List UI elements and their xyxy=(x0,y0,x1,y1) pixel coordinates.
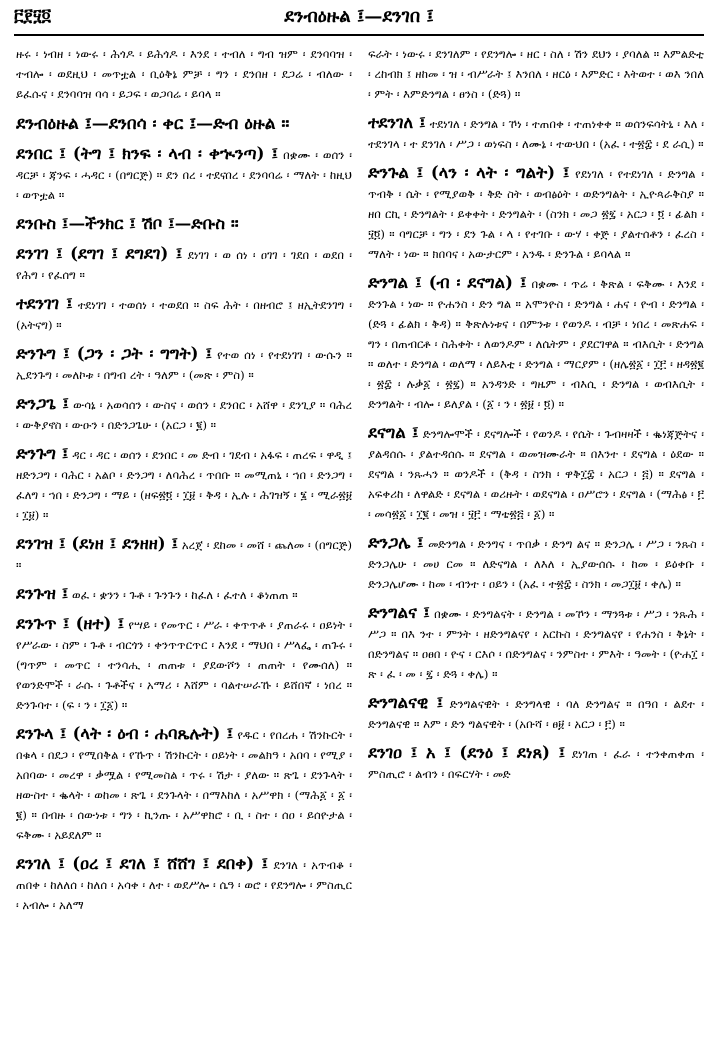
dictionary-entry xyxy=(16,584,352,605)
entry-definition: ድንግሎሞች ፡ ደናግሎች ፡ የወንዶ ፡ የሴት ፡ ጉብዛዛች ፡ ቈነጃጅትና ፡ ያልዳሰሱ ፡ ያልተዳሰሱ ። ደናግል ፡ ወመዝሙራት ። በእንተ ፡ ደናግል ፡ ዕደው ። ደናግል ፡ ንጹሓን ። ወንዶች ፡ (ቅዳ ፡ ስንክ ፡ ዋቅ፲፰ ፡ አርጋ ፡ ፭) ። ደናግል ፡ አፍቀሪከ ፡ ለዋልድ ፡ ደናግል ፡ ወሪዙት ፡ ወደናግል ፡ ዐሥሮን ፡ ደናግል ፡ (ማሕፅ ፡ ፫ ፡ መሳ፳፩ ፡ ፲፪ ፡ መዝ ፡ ፶፫ ፡ ማቴ፳፭ ፡ ፩) ። xyxy=(368,427,704,521)
entry-definition: ደንገለ ፡ አጥብቆ ፡ ጠበቀ ፡ ከለለሰ ፡ ከለሰ ፡ አሳቀ ፡ ለተ ፡ ወደሥሎ ፡ ሴዓ ፡ ወሮ ፡ የደንግሎ ፡ ምስጢር ፡ አብሎ ፡ አለማ xyxy=(16,858,352,912)
entry-headword: ድንጋጌ ፤ xyxy=(16,394,69,413)
dictionary-entry xyxy=(16,724,352,845)
entry-headword: ድንጉግ ፤ (ጋን ፡ ጋት ፡ ግግት) ፤ xyxy=(16,344,213,363)
left-column xyxy=(16,44,352,1050)
header-rule xyxy=(14,34,704,36)
section-heading: ደንብዕዙል ፤—ደንበሳ ፡ ቀር ፤—ድብ ዕዙል ። xyxy=(16,114,290,134)
dictionary-entry xyxy=(368,603,704,684)
entry-definition: የደነገለ ፡ የተደነገለ ፡ ድንግል ፡ ጥብቅ ፡ ሴት ፡ የሚያወቅ ፡ ቅድ ስት ፡ ወብፅዕት ፡ ወድንግልት ፡ ኢዮጳራቅስያ ። ዘበ ርኪ ፡ ድንግልት ፡ ይቀቀት ፡ ድንግልት ፡ (ስንክ ፡ መጋ ፳፯ ፡ አርጋ ፡ ፬ ፡ ፊልክ ፡ ፶፬) ። ባግርቻ ፡ ግን ፡ ደን ጉል ፡ ላ ፡ የተገቡ ፡ ውሃ ፡ ቀጅ ፡ ያልተሰቶን ፡ ፈረስ ፡ ማለት ፡ ነው ። ክበባና ፡ አውታርም ፡ አንዱ ፡ ድንጉል ፡ ይባላል ። xyxy=(368,167,704,261)
entry-headword: ድንግልናዊ ፤ xyxy=(368,693,444,712)
dictionary-entry xyxy=(16,854,352,915)
intro-paragraph: ፍራት ፡ ነውሩ ፡ ደንገለም ፡ የደንግሎ ፡ ዘር ፡ ስለ ፡ ሽን ደህን ፡ ያባለል ። እምልድቲ ፡ ረከብክ ፤ ዘከመ ፡ ዝ ፡ ብሥራት ፤ እንበለ ፡ ዘርዕ ፡ እምድር ፡ እትወተ ፡ ወእ ንበለ ፡ ምት ፡ እምድንግል ፡ ፀንስ ፡ (ድጓ) ። xyxy=(368,47,704,101)
entry-definition: ተደነገገ ፡ ተወሰነ ፡ ተወደበ ። ስፍ ሕት ፡ በዘብሮ ፤ ዘኢትደንገግ ፡ (አትናግ) ። xyxy=(16,298,352,332)
page-number: ፫፻፶፬ xyxy=(14,6,51,26)
dictionary-entry xyxy=(16,394,352,435)
dictionary-entry xyxy=(368,743,704,784)
entry-headword: ድንጋሌ ፤ xyxy=(368,533,424,552)
entry-headword: ደንጉጥ ፤ (ዘተ) ፤ xyxy=(16,614,125,633)
entry-definition: በቋሙ ፡ ወሰን ፡ ዳርቻ ፡ ጃንፍ ፡ ሓዳር ፡ (በግርጅ) ። ደን በረ ፡ ተደናበረ ፡ ደንባባሬ ፡ ማለት ፡ ከዚህ ፡ ወጥቷል ። xyxy=(16,148,352,202)
entry-definition: ዳር ፡ ዳር ፡ ወሰን ፡ ደንበር ፡ መ ድብ ፡ ገደብ ፡ አፋፍ ፡ ጠረፍ ፡ ዋዲ ፤ ዘድንጋግ ፡ ባሕር ፡ አልቦ ፡ ድንጋግ ፡ ለባሕረ ፡ ጥበቡ ። መሚጠኒ ፡ ኀበ ፡ ድንጋግ ፡ ፈለግ ፡ ኀበ ፡ ድንጋግ ፡ ማይ ፡ (ዘፍ፳፬ ፡ ፲፱ ፡ ቅዳ ፡ ኢሉ ፡ ሕገዝኝ ፡ ፮ ፡ ሚራ፳፱ ፡ ፲፱) ። xyxy=(16,448,352,522)
dictionary-entry xyxy=(368,693,704,734)
dictionary-entry xyxy=(368,533,704,594)
entry-headword: ደንጉላ ፤ (ላት ፡ ዕብ ፡ ሐባጼሉት) ፤ xyxy=(16,724,234,743)
right-column xyxy=(368,44,704,1050)
dictionary-entry xyxy=(368,113,704,154)
entry-definition: የዱር ፡ የበረሐ ፡ ሽንኩርት ፡ በቁላ ፡ በደጋ ፡ የሚበቅል ፡ የኹጥ ፡ ሽንኩርት ፡ ዐይነት ፡ መልክዓ ፡ አበባ ፡ የሚያ ፡ አበባው ፡ መረዋ ፡ ቃሟል ፡ የሚመስል ፡ ጥሩ ፡ ሽታ ፡ ያለው ። ጽጌ ፡ ደንጉላት ፡ ዘውስተ ፡ ቈላት ፡ ወከመ ፡ ጽጌ ፡ ደንጉላት ፡ በማእከለ ፡ አሥዋክ ፡ (ማሕ፩ ፡ ፩ ፡ ፪) ። በብዙ ፡ ሰውነቱ ፡ ግን ፡ ኪንጡ ፡ አሥዋክሮ ፡ ቢ ፡ ስተ ፡ ሰዐ ፡ ይሰዮታል ፡ ፍቅሙ ፡ አይደለም ። xyxy=(16,728,352,842)
entry-headword: ደንጉዝ ፤ xyxy=(16,584,69,603)
dictionary-entry xyxy=(16,214,352,235)
intro-paragraph: ዙሩ ፡ ነብዘ ፡ ነውሩ ፡ ሕጎዶ ፡ ይሕጎዶ ፡ እንደ ፡ ተብለ ፡ ግብ ዝም ፡ ደንባባዝ ፡ ተብሎ ፡ ወደዚህ ፡ መጥቷል ፡ ቢዕቅኔ ምቻ ፡ ግን ፡ ደንበዘ ፡ ደጋሬ ፡ ብለው ፡ ይፈሱና ፡ ደንባባዝ ባሳ ፡ ይጋፍ ፡ ወጋባሬ ፡ ይባላ ። xyxy=(16,47,352,101)
entry-headword: ደንገዝ ፤ (ደነዘ ፤ ደንዘዘ) ፤ xyxy=(16,534,179,553)
entry-definition: የተወ ሰነ ፡ የተደነገገ ፡ ውሱን ። ኢደንጉግ ፡ መለኮቱ ፡ በግብ ረት ፡ ዓለም ፡ (መጽ ፡ ምስ) ። xyxy=(16,348,352,382)
dictionary-entry xyxy=(368,163,704,264)
dictionary-entry xyxy=(368,273,704,414)
dictionary-entry xyxy=(16,534,352,575)
entry-definition: ድንግልናዊት ፡ ድንግላዊ ፡ ባለ ድንግልና ። በዓበ ፡ ልደተ ፡ ድንግልናዊ ። እም ፡ ድን ግልናዊት ፡ (አቡሻ ፡ ፀ፱ ፡ አርጋ ፡ ፫) ። xyxy=(368,697,704,731)
dictionary-entry xyxy=(16,614,352,715)
entry-headword: ተደንገለ ፤ xyxy=(368,113,426,132)
dictionary-entry xyxy=(16,144,352,205)
entry-definition: ደነገገ ፡ ወ ሰነ ፡ ዐገገ ፡ ገደበ ፡ ወደበ ፡ የሕግ ፡ የፈሰግ ። xyxy=(16,248,352,282)
entry-headword: ደንገገ ፤ (ደግገ ፤ ደግደገ) ፤ xyxy=(16,244,183,263)
dictionary-entry xyxy=(16,444,352,525)
entry-definition: የሣይ ፡ የመጥር ፡ ሥራ ፡ ቀጥጥቶ ፡ ያጠራሩ ፡ ዐይነት ፡ የሥራው ፡ ስም ፡ ጉቶ ፡ ብርጎን ፡ ቀንጥጥርጥር ፡ እንደ ፡ ማህበ ፡ ሥላፌ ፡ ጠጉሩ ፡ (ግጥም ፡ መጥር ፡ ተንሳሒ ፡ ጠጠቱ ፡ ያደውሾን ፡ ጠጠት ፡ የሙሰለ) ። የወንድሞች ፡ ራሱ ፡ ጉቶችና ፡ አማሪ ፡ እሸም ፡ ባልተሠራኹ ፡ ይሸበኛ ፡ ነበረ ። ድንጉባተ ፡ (ፍ ፡ ን ፡ ፲፩) ። xyxy=(16,618,352,712)
running-title: ደንብዕዙል ፤—ደንገበ ፤ xyxy=(284,6,434,27)
dictionary-entry xyxy=(16,244,352,285)
page-header xyxy=(14,4,704,36)
entry-definition: አረጀ ፡ ደከመ ፡ መሸ ፡ ጨለመ ፡ (በግርጅ) ። xyxy=(16,538,352,572)
dictionary-entry xyxy=(16,294,352,335)
entry-headword: ደንቡስ ፤—ችንክር ፤ ሽቦ ፤—ድቡስ ። xyxy=(16,214,239,233)
entry-definition: ደነገጠ ፡ ፈራ ፡ ተንቀጠቀጠ ፡ ምስጢሮ ፡ ልብን ፡ በፍርሃት ፡ መድ xyxy=(368,747,704,781)
entry-headword: ድንግልና ፤ xyxy=(368,603,430,622)
entry-headword: ድንጉል ፤ (ላን ፡ ላት ፡ ግልት) ፤ xyxy=(368,163,570,182)
entry-headword: ደናግል ፤ xyxy=(368,423,419,442)
entry-headword: ደንገለ ፤ (ዐረ ፤ ደገለ ፤ ሸሸገ ፤ ደበቀ) ፤ xyxy=(16,854,269,873)
entry-headword: ደንገዐ ፤ አ ፤ (ደንዕ ፤ ደነጸ) ፤ xyxy=(368,743,566,762)
entry-headword: ድንጉግ ፤ xyxy=(16,444,69,463)
entry-definition: በቋሙ ፡ ጥሬ ፡ ቅጽል ፡ ፍቅሙ ፡ እንደ ፡ ድንጉል ፡ ነው ። ዮሐንስ ፡ ድን ግል ። አሞንዮስ ፡ ድንግል ፡ ሐና ፡ ዮብ ፡ ድንግል ፡ (ድጓ ፡ ፊልክ ፡ ቅዳ) ። ቅጽሉነቱና ፡ በምንቱ ፡ የወንዶ ፡ ብቻ ፡ ነበረ ፡ መጽሐፍ ፡ ግን ፡ በጠብርቶ ፡ ስሕቀት ፡ ለወንዶም ፡ ለሴትም ፡ ያደርገዋል ። ብእሲት ፡ ድንግል ። ወለተ ፡ ድንግል ፡ ወለማ ፡ ለይእቲ ፡ ድንግል ፡ ማርያም ፡ (ዘሌ፳፩ ፡ ፲፫ ፡ ዘዳ፳፪ ፡ ፳፰ ፡ ሉቃ፩ ፡ ፳፯) ። አንዳንድ ፡ ግዜም ፡ ብእሲ ፡ ድንግል ፡ ወብእሲት ፡ ድንግልት ፡ ብሎ ፡ ይለያል ፡ (፩ ፡ ን ፡ ፳፱ ፡ ፬) ። xyxy=(368,277,704,411)
dictionary-entry xyxy=(368,423,704,524)
entry-headword: ድንግል ፤ (ብ ፡ ደናግል) ፤ xyxy=(368,273,527,292)
dictionary-entry xyxy=(16,344,352,385)
entry-definition: በቋሙ ፡ ድንግልናት ፡ ድንግል ፡ መኾን ፡ ማንጓቱ ፡ ሥጋ ፡ ንጹሕ ፡ ሥጋ ። በእ ንተ ፡ ምንት ፡ ዘድንግልናየ ፡ አርኩስ ፡ ድንግልናየ ፡ የሐንስ ፡ ቅኔት ፡ በድንግልና ። ዐፀበ ፡ ዮና ፡ ርእሶ ፡ በድንግልና ፡ ንምስተ ፡ ምእት ፡ ዓመት ፡ (ዮሐ፲ ፡ ጽ ፡ ፈ ፡ መ ፡ ፯ ፡ ድጓ ፡ ቀሌ) ። xyxy=(368,607,704,681)
entry-definition: ወፈ ፡ ቋንን ፡ ጉቶ ፡ ጉንጉን ፡ ከፈለ ፡ ፈተለ ፡ ቆነጠጠ ። xyxy=(72,588,298,602)
entry-definition: ውሳኔ ፡ አወሳሰን ፡ ውስና ፡ ወሰን ፡ ደንበር ፡ አሸዋ ፡ ደንጊያ ። ባሕረ ፡ ውቅያኖስ ፡ ውዑን ፡ በድንጋጌሁ ፡ (አርጋ ፡ ፪) ። xyxy=(16,398,352,432)
entry-headword: ደንበር ፤ (ትግ ፤ ክንፍ ፡ ላብ ፡ ቀኊንጣ) ፤ xyxy=(16,144,279,163)
entry-headword: ተደንገገ ፤ xyxy=(16,294,73,313)
entry-definition: መድንግል ፡ ድንግና ፡ ጥበቃ ፡ ድንግ ልና ። ድንጋሌ ፡ ሥጋ ፡ ንጹስ ፡ ድንጋሌሁ ፡ መሀ ርመ ። ለድናግል ፡ ለእለ ፡ ኢያውሰሱ ፡ ከመ ፡ ይዕቀቡ ፡ ድንጋሌሆሙ ፡ ከመ ፡ ብንተ ፡ ዐይን ፡ (አፈ ፡ ተ፳፰ ፡ ስንክ ፡ መጋ፲፱ ፡ ቀሌ) ። xyxy=(368,537,704,591)
entry-definition: ተደነገለ ፡ ድንግል ፡ ኾነ ፡ ተጠበቀ ፡ ተጠነቀቀ ። ወሰንፍሳትኒ ፡ እለ ፡ ተደንገላ ፡ ተ ደንገለ ፡ ሥጋ ፡ ወነፍስ ፡ ለሙኔ ፡ ተውህበ ፡ (አፈ ፡ ተ፳፰ ፡ ደ ራሲ) ። xyxy=(368,117,704,151)
